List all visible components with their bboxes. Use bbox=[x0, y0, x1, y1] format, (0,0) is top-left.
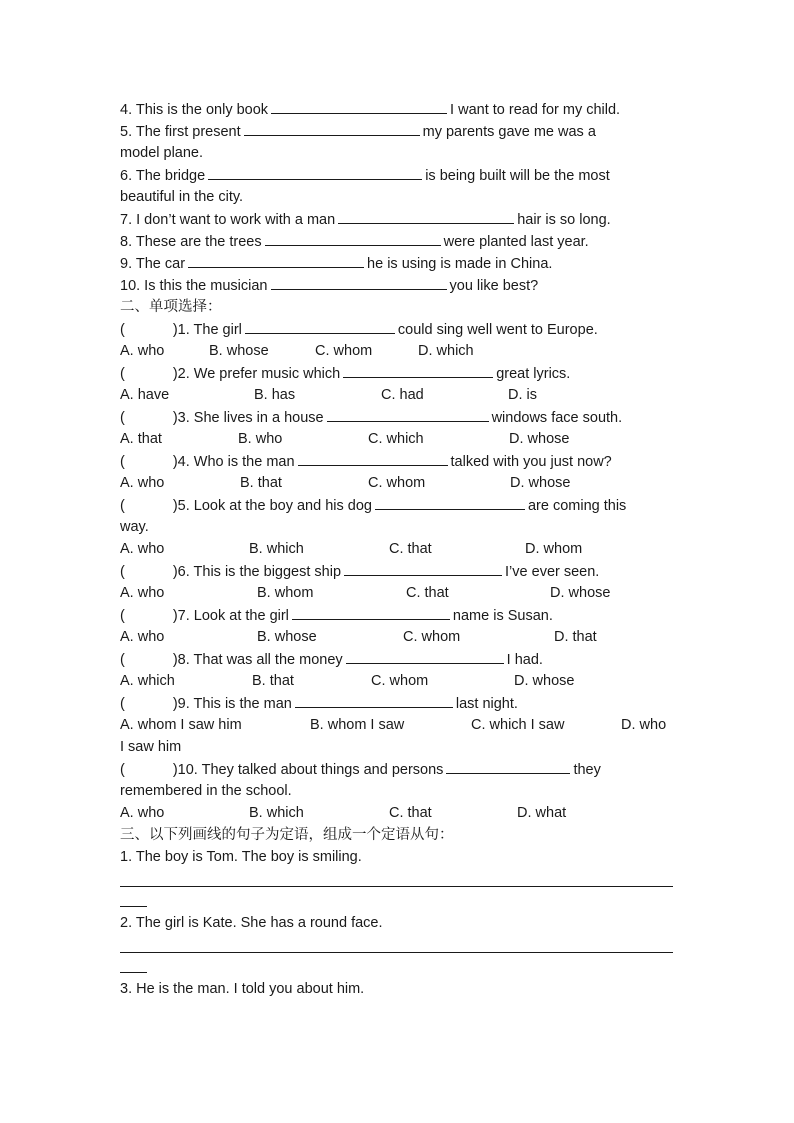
paren: ( bbox=[120, 608, 125, 624]
answer-blank bbox=[375, 495, 525, 510]
option-c: C. whom bbox=[315, 343, 373, 359]
question-text: )8. That was all the money bbox=[172, 652, 343, 668]
option-continuation: I saw him bbox=[120, 739, 182, 755]
paren: ( bbox=[120, 762, 125, 778]
question-stem bbox=[120, 495, 626, 516]
combine-item: 3. He is the man. I told you about him. bbox=[120, 981, 365, 997]
fill-blank-item bbox=[120, 209, 611, 230]
option-b: B. which bbox=[249, 541, 304, 557]
option-b: B. whom bbox=[257, 585, 314, 601]
combine-item: 1. The boy is Tom. The boy is smiling. bbox=[120, 849, 362, 865]
option-d: D. who bbox=[621, 717, 667, 733]
question-stem bbox=[120, 759, 601, 780]
item-text: is being built will be the most bbox=[425, 168, 610, 184]
question-text: last night. bbox=[455, 696, 518, 712]
answer-blank bbox=[188, 253, 364, 268]
option-a: A. who bbox=[120, 343, 165, 359]
question-stem bbox=[120, 561, 599, 582]
question-text: )4. Who is the man bbox=[172, 454, 295, 470]
question-stem bbox=[120, 649, 543, 670]
answer-blank bbox=[208, 165, 422, 180]
item-text: my parents gave me was a bbox=[422, 124, 596, 140]
option-a: A. which bbox=[120, 673, 175, 689]
question-text: )5. Look at the boy and his dog bbox=[172, 498, 372, 514]
item-text: you like best? bbox=[449, 278, 539, 294]
answer-blank bbox=[338, 209, 514, 224]
question-stem bbox=[120, 319, 598, 340]
option-a: A. whom I saw him bbox=[120, 717, 242, 733]
answer-blank bbox=[265, 231, 441, 246]
answer-blank bbox=[271, 275, 447, 290]
item-text: were planted last year. bbox=[443, 234, 589, 250]
question-stem bbox=[120, 605, 553, 626]
question-continuation: way. bbox=[120, 519, 149, 535]
option-d: D. whose bbox=[509, 431, 570, 447]
question-text: )10. They talked about things and persons bbox=[172, 762, 444, 778]
option-c: C. which bbox=[368, 431, 424, 447]
item-continuation: model plane. bbox=[120, 145, 204, 161]
option-d: D. that bbox=[554, 629, 597, 645]
option-c: C. whom bbox=[403, 629, 461, 645]
option-a: A. have bbox=[120, 387, 170, 403]
option-a: A. who bbox=[120, 541, 165, 557]
answer-line-end bbox=[120, 972, 147, 973]
question-text: could sing well went to Europe. bbox=[397, 322, 598, 338]
option-d: D. whose bbox=[514, 673, 575, 689]
option-d: D. whom bbox=[525, 541, 583, 557]
paren: ( bbox=[120, 410, 125, 426]
item-text: I want to read for my child. bbox=[450, 102, 621, 118]
item-text: hair is so long. bbox=[517, 212, 611, 228]
answer-blank bbox=[244, 121, 420, 136]
option-a: A. who bbox=[120, 475, 165, 491]
option-a: A. who bbox=[120, 585, 165, 601]
option-b: B. who bbox=[238, 431, 283, 447]
question-text: )6. This is the biggest ship bbox=[172, 564, 342, 580]
paren: ( bbox=[120, 652, 125, 668]
answer-blank bbox=[298, 451, 448, 466]
item-continuation: beautiful in the city. bbox=[120, 189, 244, 205]
option-b: B. whose bbox=[209, 343, 269, 359]
answer-line bbox=[120, 886, 673, 887]
answer-blank bbox=[327, 407, 489, 422]
combine-item: 2. The girl is Kate. She has a round face. bbox=[120, 915, 383, 931]
question-stem bbox=[120, 451, 612, 472]
option-d: D. whose bbox=[550, 585, 611, 601]
paren: ( bbox=[120, 454, 125, 470]
option-c: C. whom bbox=[368, 475, 426, 491]
option-c: C. that bbox=[406, 585, 449, 601]
option-c: C. that bbox=[389, 541, 432, 557]
option-b: B. has bbox=[254, 387, 296, 403]
item-text: 6. The bridge bbox=[120, 168, 206, 184]
item-text: 10. Is this the musician bbox=[120, 278, 268, 294]
fill-blank-item bbox=[120, 231, 589, 252]
answer-line bbox=[120, 952, 673, 953]
answer-blank bbox=[295, 693, 453, 708]
paren: ( bbox=[120, 322, 125, 338]
answer-blank bbox=[292, 605, 450, 620]
item-text: 9. The car bbox=[120, 256, 186, 272]
option-b: B. that bbox=[252, 673, 294, 689]
section-heading: 三、以下列画线的句子为定语，组成一个定语从句： bbox=[120, 827, 454, 843]
answer-blank bbox=[245, 319, 395, 334]
question-text: talked with you just now? bbox=[450, 454, 612, 470]
question-continuation: remembered in the school. bbox=[120, 783, 292, 799]
question-stem bbox=[120, 363, 570, 384]
option-c: C. that bbox=[389, 805, 432, 821]
option-d: D. is bbox=[508, 387, 537, 403]
question-stem bbox=[120, 693, 518, 714]
question-text: I’ve ever seen. bbox=[505, 564, 600, 580]
question-text: )7. Look at the girl bbox=[172, 608, 289, 624]
paren: ( bbox=[120, 696, 125, 712]
paren: ( bbox=[120, 498, 125, 514]
question-text: are coming this bbox=[527, 498, 627, 514]
question-text: )2. We prefer music which bbox=[172, 366, 341, 382]
question-text: )9. This is the man bbox=[172, 696, 292, 712]
answer-blank bbox=[343, 363, 493, 378]
question-text: great lyrics. bbox=[496, 366, 571, 382]
answer-line-end bbox=[120, 906, 147, 907]
question-text: windows face south. bbox=[491, 410, 623, 426]
question-text: name is Susan. bbox=[452, 608, 553, 624]
option-a: A. who bbox=[120, 629, 165, 645]
fill-blank-item bbox=[120, 121, 596, 142]
option-c: C. whom bbox=[371, 673, 429, 689]
fill-blank-item bbox=[120, 165, 610, 186]
fill-blank-item bbox=[120, 253, 552, 274]
item-text: 7. I don’t want to work with a man bbox=[120, 212, 336, 228]
question-text: I had. bbox=[506, 652, 543, 668]
answer-blank bbox=[446, 759, 570, 774]
option-d: D. what bbox=[517, 805, 567, 821]
paren: ( bbox=[120, 564, 125, 580]
paren: ( bbox=[120, 366, 125, 382]
option-c: C. which I saw bbox=[471, 717, 565, 733]
fill-blank-item bbox=[120, 275, 538, 296]
option-b: B. that bbox=[240, 475, 282, 491]
option-a: A. that bbox=[120, 431, 162, 447]
question-text: )1. The girl bbox=[172, 322, 242, 338]
item-text: he is using is made in China. bbox=[367, 256, 553, 272]
option-b: B. whose bbox=[257, 629, 317, 645]
answer-blank bbox=[344, 561, 502, 576]
fill-blank-item bbox=[120, 99, 620, 120]
option-d: D. whose bbox=[510, 475, 571, 491]
option-b: B. which bbox=[249, 805, 304, 821]
item-text: 8. These are the trees bbox=[120, 234, 262, 250]
question-text: they bbox=[573, 762, 601, 778]
option-a: A. who bbox=[120, 805, 165, 821]
item-text: 4. This is the only book bbox=[120, 102, 269, 118]
answer-blank bbox=[271, 99, 447, 114]
option-d: D. which bbox=[418, 343, 474, 359]
question-text: )3. She lives in a house bbox=[172, 410, 324, 426]
section-heading: 二、单项选择： bbox=[120, 299, 222, 315]
item-text: 5. The first present bbox=[120, 124, 241, 140]
question-stem bbox=[120, 407, 622, 428]
option-c: C. had bbox=[381, 387, 424, 403]
answer-blank bbox=[346, 649, 504, 664]
option-b: B. whom I saw bbox=[310, 717, 405, 733]
